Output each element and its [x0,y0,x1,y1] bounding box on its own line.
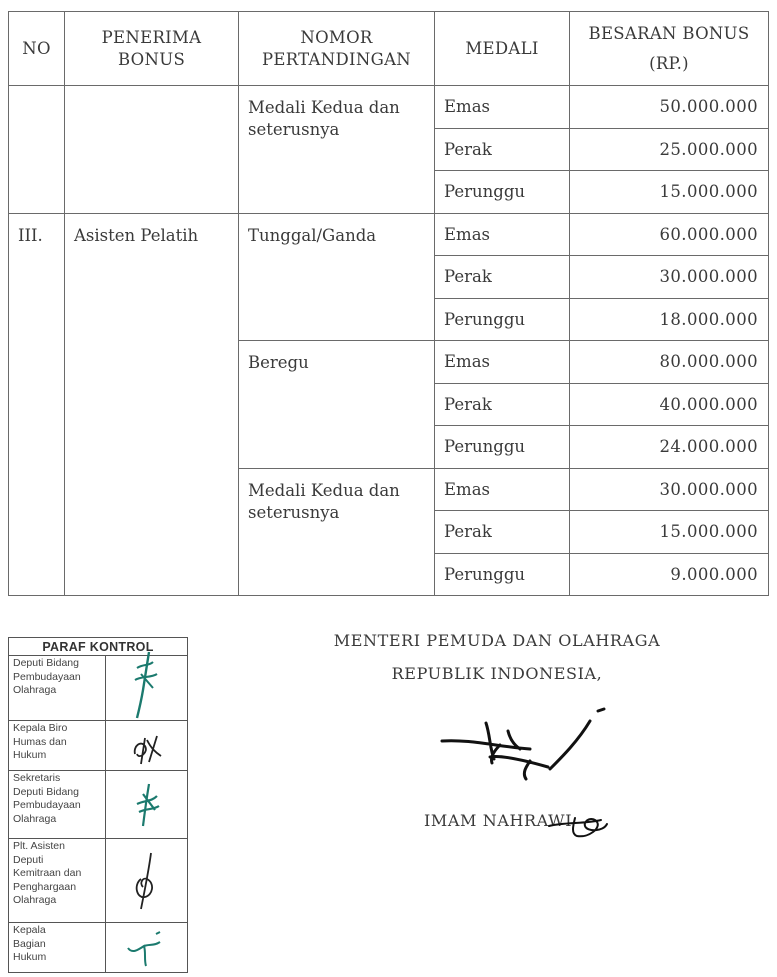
paraf-row [9,656,188,721]
initial-signature-2 [127,726,167,766]
recipient-cell: Asisten Pelatih [65,213,239,596]
amount-cell: 60.000.000 [570,213,769,256]
header-penerima-bonus: PENERIMA BONUS [65,12,239,86]
medal-cell: Emas [435,468,570,511]
medal-cell: Perunggu [435,298,570,341]
name-flourish [545,796,615,846]
medal-cell: Emas [435,86,570,129]
initial-signature-5 [122,928,172,968]
medal-cell: Perunggu [435,426,570,469]
medal-cell: Perak [435,383,570,426]
medal-cell: Perunggu [435,171,570,214]
table-row [9,86,769,129]
bonus-table [8,11,769,596]
paraf-initial-cell [106,771,188,839]
paraf-row [9,839,188,923]
paraf-label: Deputi Bidang Pembudayaan Olahraga [9,656,106,721]
table-header-row [9,12,769,86]
paraf-kontrol-box [8,637,188,973]
paraf-row [9,721,188,771]
medal-cell: Emas [435,341,570,384]
amount-cell: 40.000.000 [570,383,769,426]
paraf-label: Kepala Bagian Hukum [9,923,106,973]
header-no: NO [9,12,65,86]
medal-cell: Perak [435,128,570,171]
paraf-label: Kepala Biro Humas dan Hukum [9,721,106,771]
paraf-row [9,923,188,973]
amount-cell: 9.000.000 [570,553,769,596]
medal-cell: Perunggu [435,553,570,596]
initial-signature-4 [129,849,165,913]
initial-signature-1 [127,650,167,720]
medal-cell: Emas [435,213,570,256]
recipient-cell-blank [65,86,239,214]
paraf-label: Plt. Asisten Deputi Kemitraan dan Penghargaan Olahraga [9,839,106,923]
header-besaran-bonus: BESARAN BONUS (RP.) [570,12,769,86]
table-row [9,213,769,256]
amount-cell: 30.000.000 [570,256,769,299]
amount-cell: 24.000.000 [570,426,769,469]
amount-cell: 15.000.000 [570,171,769,214]
paraf-row [9,771,188,839]
header-medali: MEDALI [435,12,570,86]
no-cell-blank [9,86,65,214]
minister-signature [430,705,620,805]
event-cell: Medali Kedua dan seterusnya [239,86,435,214]
amount-cell: 15.000.000 [570,511,769,554]
no-cell: III. [9,213,65,596]
event-cell: Medali Kedua dan seterusnya [239,468,435,596]
initial-signature-3 [129,780,165,830]
medal-cell: Perak [435,511,570,554]
amount-cell: 30.000.000 [570,468,769,511]
event-cell: Beregu [239,341,435,469]
minister-title-line-1: MENTERI PEMUDA DAN OLAHRAGA [333,631,661,650]
event-cell: Tunggal/Ganda [239,213,435,341]
paraf-initial-cell [106,839,188,923]
paraf-initial-cell [106,721,188,771]
minister-title-line-2: REPUBLIK INDONESIA, [391,664,603,683]
paraf-initial-cell [106,923,188,973]
amount-cell: 18.000.000 [570,298,769,341]
amount-cell: 50.000.000 [570,86,769,129]
minister-name: IMAM NAHRAWI [424,811,573,830]
paraf-initial-cell [106,656,188,721]
amount-cell: 25.000.000 [570,128,769,171]
medal-cell: Perak [435,256,570,299]
paraf-label: Sekretaris Deputi Bidang Pembudayaan Olahraga [9,771,106,839]
amount-cell: 80.000.000 [570,341,769,384]
paraf-kontrol-title: PARAF KONTROL [9,638,188,656]
header-nomor-pertandingan: NOMOR PERTANDINGAN [239,12,435,86]
